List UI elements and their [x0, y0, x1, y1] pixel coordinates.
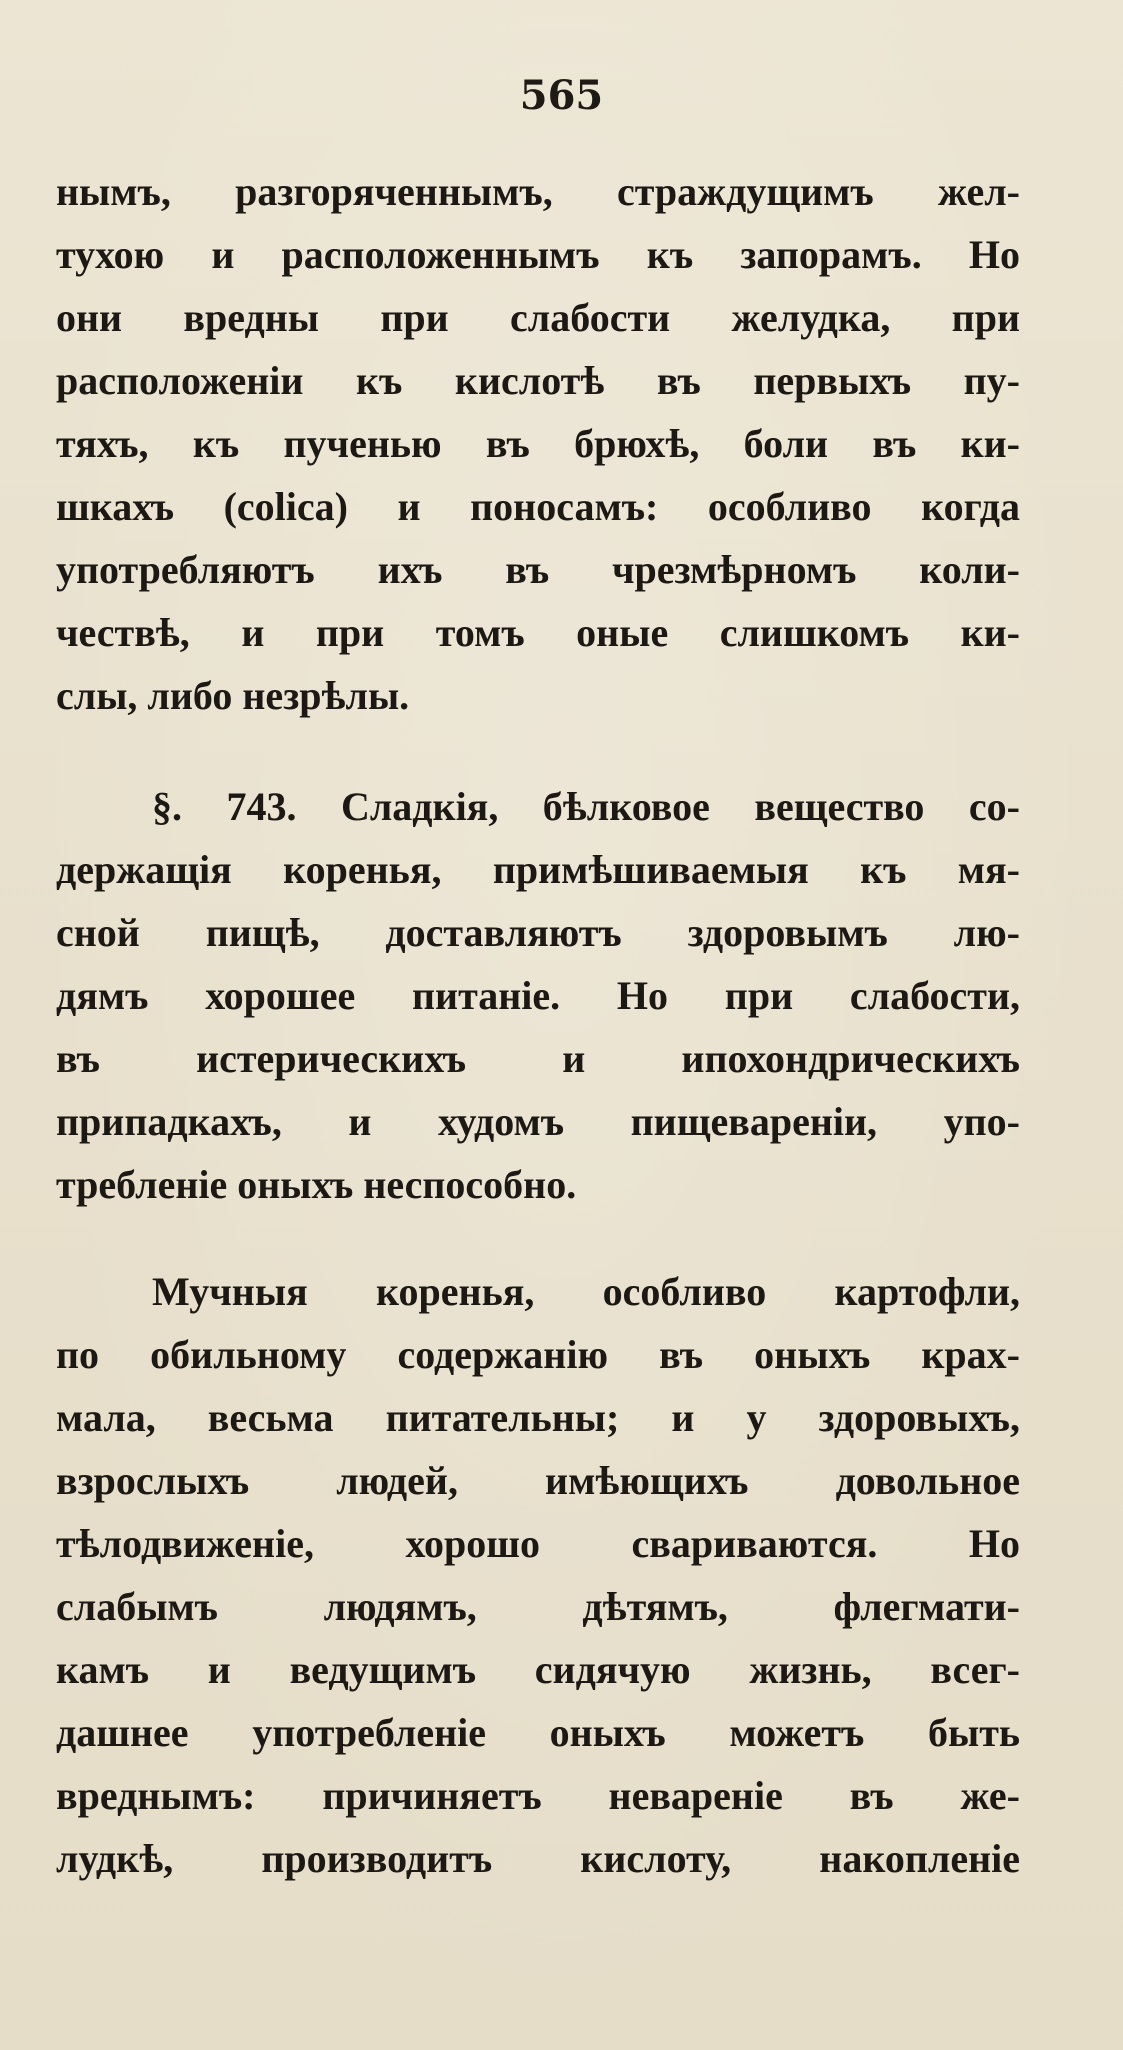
text-line: употребляютъ ихъ въ чрезмѣрномъ коли-: [56, 547, 1020, 592]
text-line: дашнее употребленiе оныхъ можетъ быть: [56, 1710, 1020, 1755]
text-line: они вредны при слабости желудка, при: [56, 295, 1020, 340]
text-line: расположенiи къ кислотѣ въ первыхъ пу-: [56, 358, 1020, 403]
text-line: тяхъ, къ пученью въ брюхѣ, боли въ ки-: [56, 421, 1020, 466]
text-line: нымъ, разгоряченнымъ, страждущимъ жел-: [56, 169, 1020, 214]
text-line: тѣлодвиженiе, хорошо свариваются. Но: [56, 1521, 1020, 1566]
paragraph-continuation: [56, 160, 1020, 727]
text-line: §. 743. Сладкiя, бѣлковое вещество со-: [152, 784, 1020, 829]
paragraph-section-743: [56, 775, 1020, 1216]
text-line: сной пищѣ, доставляютъ здоровымъ лю-: [56, 910, 1020, 955]
text-line: лудкѣ, производитъ кислоту, накопленiе: [56, 1836, 1020, 1881]
text-line: тухою и расположеннымъ къ запорамъ. Но: [56, 232, 1020, 277]
text-line: по обильному содержанiю въ оныхъ крах-: [56, 1332, 1020, 1377]
text-line: дямъ хорошее питанiе. Но при слабости,: [56, 973, 1020, 1018]
text-line: въ истерическихъ и ипохондрическихъ: [56, 1036, 1020, 1081]
text-line: слабымъ людямъ, дѣтямъ, флегмати-: [56, 1584, 1020, 1629]
text-line: припадкахъ, и худомъ пищеваренiи, упо-: [56, 1099, 1020, 1144]
text-line: мала, весьма питательны; и у здоровыхъ,: [56, 1395, 1020, 1440]
text-line: шкахъ (colica) и поносамъ: особливо когда: [56, 484, 1020, 529]
text-line: требленiе оныхъ неспособно.: [56, 1162, 577, 1207]
text-line: камъ и ведущимъ сидячую жизнь, всег-: [56, 1647, 1020, 1692]
paragraph-flour-roots: [56, 1260, 1020, 1890]
text-line: взрослыхъ людей, имѣющихъ довольное: [56, 1458, 1020, 1503]
text-line: слы, либо незрѣлы.: [56, 673, 410, 718]
text-line: чествѣ, и при томъ оные слишкомъ ки-: [56, 610, 1020, 655]
text-line: Мучныя коренья, особливо картофли,: [152, 1269, 1020, 1314]
text-line: вреднымъ: причиняетъ неваренiе въ же-: [56, 1773, 1020, 1818]
text-line: держащiя коренья, примѣшиваемыя къ мя-: [56, 847, 1020, 892]
page-number: 565: [519, 72, 604, 119]
